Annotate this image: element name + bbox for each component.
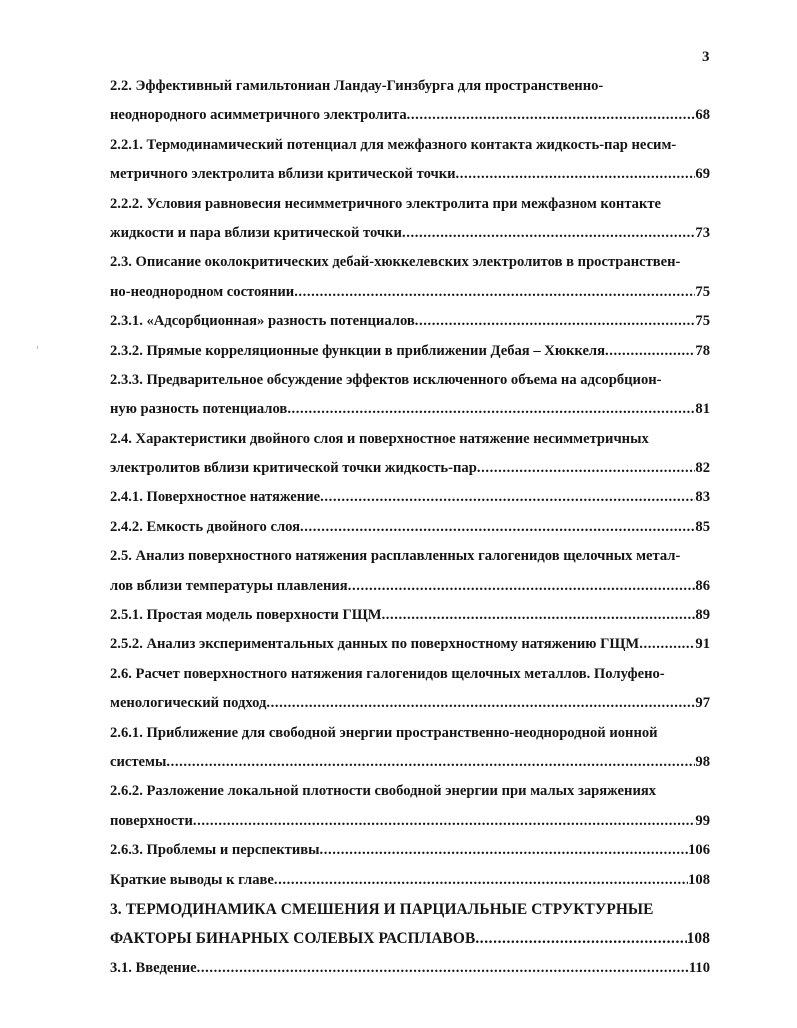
toc-text: 2.3. Описание околокритических дебай-хюккелевских электролитов в пространствен- bbox=[110, 254, 681, 271]
toc-line bbox=[110, 836, 710, 865]
toc-line bbox=[110, 190, 710, 219]
margin-mark bbox=[37, 346, 38, 349]
dot-leader bbox=[166, 748, 695, 777]
toc-page: 106 bbox=[688, 842, 710, 859]
toc-page: 98 bbox=[695, 753, 710, 770]
toc-line bbox=[110, 660, 710, 689]
toc-text: жидкости и пара вблизи критической точки bbox=[110, 224, 402, 241]
dot-leader bbox=[266, 689, 695, 718]
toc-text: 2.5.2. Анализ экспериментальных данных по поверхностному натяжению ГЩМ bbox=[110, 636, 640, 653]
toc-line bbox=[110, 719, 710, 748]
toc-text: 2.6.2. Разложение локальной плотности свободной энергии при малых заряжениях bbox=[110, 783, 657, 800]
toc-text: ную разность потенциалов bbox=[110, 401, 288, 418]
toc-text: ФАКТОРЫ БИНАРНЫХ СОЛЕВЫХ РАСПЛАВОВ bbox=[110, 930, 476, 948]
toc-page: 78 bbox=[695, 342, 710, 359]
toc-text: Краткие выводы к главе bbox=[110, 871, 274, 888]
toc-text: метричного электролита вблизи критической точки bbox=[110, 166, 456, 183]
page-number: 3 bbox=[702, 49, 710, 65]
toc-text: неоднородного асимметричного электролита bbox=[110, 107, 407, 124]
dot-leader bbox=[294, 278, 695, 307]
toc-line bbox=[110, 483, 710, 512]
toc-text: 3. ТЕРМОДИНАМИКА СМЕШЕНИЯ И ПАРЦИАЛЬНЫЕ СТРУКТУРНЫЕ bbox=[110, 900, 654, 918]
toc-text: 2.4.2. Емкость двойного слоя bbox=[110, 518, 301, 535]
dot-leader bbox=[320, 483, 695, 512]
toc-text: поверхности bbox=[110, 812, 193, 829]
dot-leader bbox=[477, 454, 696, 483]
toc-page: 108 bbox=[688, 871, 710, 888]
toc-line bbox=[110, 101, 710, 130]
toc-text: 3.1. Введение bbox=[110, 959, 197, 976]
toc-line bbox=[110, 248, 710, 277]
toc-text: 2.2. Эффективный гамильтониан Ландау-Гинзбурга для пространственно- bbox=[110, 78, 604, 94]
toc-text: 2.5. Анализ поверхностного натяжения расплавленных галогенидов щелочных метал- bbox=[110, 548, 681, 565]
toc-line bbox=[110, 425, 710, 454]
dot-leader bbox=[639, 630, 695, 659]
dot-leader bbox=[605, 337, 695, 366]
toc-page: 108 bbox=[686, 930, 710, 948]
toc-text: 2.4. Характеристики двойного слоя и поверхностное натяжение несимметричных bbox=[110, 430, 649, 447]
toc-line bbox=[110, 337, 710, 366]
toc-text: 2.3.3. Предварительное обсуждение эффектов исключенного объема на адсорбцион- bbox=[110, 371, 662, 388]
dot-leader bbox=[475, 924, 686, 953]
dot-leader bbox=[287, 395, 695, 424]
toc-page: 86 bbox=[695, 577, 710, 594]
toc-page: 73 bbox=[695, 224, 710, 241]
toc-line bbox=[110, 160, 710, 189]
toc-line bbox=[110, 630, 710, 659]
toc-line bbox=[110, 601, 710, 630]
toc-line bbox=[110, 72, 710, 101]
toc-text: 2.6.3. Проблемы и перспективы bbox=[110, 842, 320, 859]
toc-page: 69 bbox=[695, 166, 710, 183]
dot-leader bbox=[320, 836, 689, 865]
dot-leader bbox=[382, 601, 696, 630]
toc-page: 83 bbox=[695, 489, 710, 506]
toc-line bbox=[110, 572, 710, 601]
toc-page: 91 bbox=[695, 636, 710, 653]
table-of-contents bbox=[110, 72, 710, 983]
toc-text: но-неоднородном состоянии bbox=[110, 283, 295, 300]
toc-page: 110 bbox=[688, 959, 710, 976]
toc-line bbox=[110, 542, 710, 571]
toc-text: менологический подход bbox=[110, 695, 267, 712]
dot-leader bbox=[274, 866, 688, 895]
toc-page: 82 bbox=[695, 460, 710, 477]
toc-page: 85 bbox=[695, 518, 710, 535]
dot-leader bbox=[415, 307, 696, 336]
toc-text: лов вблизи температуры плавления bbox=[110, 577, 348, 594]
toc-text: 2.6. Расчет поверхностного натяжения галогенидов щелочных металлов. Полуфено- bbox=[110, 665, 665, 682]
toc-text: электролитов вблизи критической точки жидкость-пар bbox=[110, 460, 477, 477]
toc-line bbox=[110, 278, 710, 307]
toc-text: 2.5.1. Простая модель поверхности ГЩМ bbox=[110, 607, 382, 624]
toc-line bbox=[110, 307, 710, 336]
toc-text: 2.4.1. Поверхностное натяжение bbox=[110, 489, 321, 506]
dot-leader bbox=[402, 219, 695, 248]
toc-line bbox=[110, 513, 710, 542]
toc-line bbox=[110, 219, 710, 248]
dot-leader bbox=[456, 160, 696, 189]
toc-text: 2.6.1. Приближение для свободной энергии пространственно-неоднородной ионной bbox=[110, 724, 658, 741]
toc-text: 2.2.2. Условия равновесия несимметричного электролита при межфазном контакте bbox=[110, 195, 662, 212]
toc-page: 89 bbox=[695, 607, 710, 624]
toc-line bbox=[110, 924, 710, 953]
toc-page: 75 bbox=[695, 283, 710, 300]
dot-leader bbox=[348, 572, 696, 601]
toc-text: 2.3.2. Прямые корреляционные функции в приближении Дебая – Хюккеля bbox=[110, 342, 606, 359]
toc-page: 97 bbox=[695, 695, 710, 712]
dot-leader bbox=[300, 513, 695, 542]
toc-line bbox=[110, 807, 710, 836]
toc-line bbox=[110, 866, 710, 895]
toc-text: 2.2.1. Термодинамический потенциал для межфазного контакта жидкость-пар несим- bbox=[110, 136, 677, 153]
toc-line bbox=[110, 131, 710, 160]
toc-line bbox=[110, 777, 710, 806]
toc-text: системы bbox=[110, 753, 167, 770]
toc-page: 81 bbox=[695, 401, 710, 418]
toc-page: 99 bbox=[695, 812, 710, 829]
toc-line bbox=[110, 895, 710, 924]
toc-line bbox=[110, 366, 710, 395]
toc-line bbox=[110, 748, 710, 777]
dot-leader bbox=[197, 954, 689, 983]
toc-line bbox=[110, 954, 710, 983]
toc-line bbox=[110, 689, 710, 718]
toc-page: 68 bbox=[695, 107, 710, 124]
toc-line bbox=[110, 454, 710, 483]
toc-text: 2.3.1. «Адсорбционная» разность потенциалов bbox=[110, 313, 415, 330]
toc-line bbox=[110, 395, 710, 424]
dot-leader bbox=[193, 807, 696, 836]
dot-leader bbox=[407, 101, 696, 130]
toc-page: 75 bbox=[695, 313, 710, 330]
